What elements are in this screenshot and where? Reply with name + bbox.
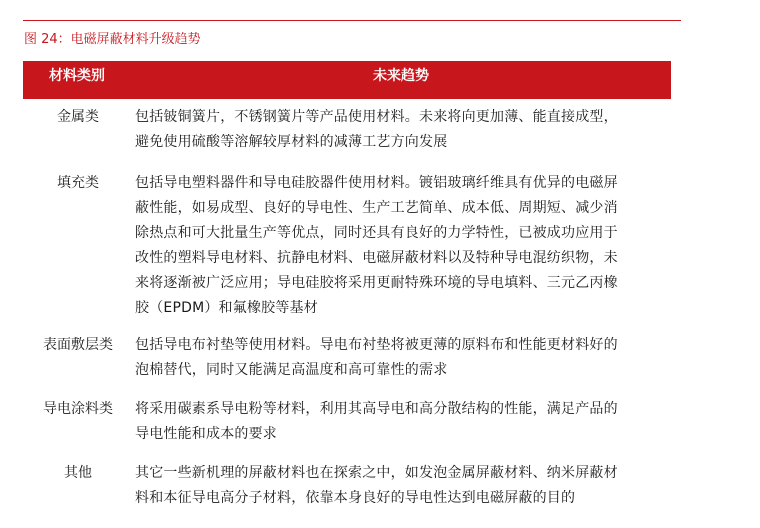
trend-line: 包括导电塑料器件和导电硅胶器件使用材料。镀铝玻璃纤维具有优异的电磁屏 — [135, 175, 618, 191]
header-trend: 未来趋势 — [373, 68, 429, 84]
trend-cell — [133, 171, 671, 321]
trend-table — [23, 61, 671, 511]
trend-line: 导电性能和成本的要求 — [135, 426, 277, 442]
trend-cell — [133, 461, 671, 511]
trend-line: 改性的塑料导电材料、抗静电材料、电磁屏蔽材料以及特种导电混纺织物，未 — [135, 250, 618, 266]
trend-line: 包括导电布衬垫等使用材料。导电布衬垫将被更薄的原料布和性能更材料好的 — [135, 337, 618, 353]
table-row-paint — [23, 397, 671, 447]
trend-line: 除热点和可大批量生产等优点，同时还具有良好的力学特性，已被成功应用于 — [135, 225, 618, 241]
trend-line: 胶（EPDM）和氟橡胶等基材 — [135, 300, 318, 316]
table-row-coating — [23, 333, 671, 383]
table-row-metal — [23, 105, 671, 155]
category-cell: 金属类 — [57, 109, 99, 125]
table-row-other — [23, 461, 671, 511]
trend-line: 其它一些新机理的屏蔽材料也在探索之中，如发泡金属屏蔽材料、纳米屏蔽材 — [135, 465, 618, 481]
trend-line: 包括铍铜簧片，不锈钢簧片等产品使用材料。未来将向更加薄、能直接成型， — [135, 109, 618, 125]
trend-line: 来将逐渐被广泛应用；导电硅胶将采用更耐特殊环境的导电填料、三元乙丙橡 — [135, 275, 618, 291]
top-rule — [23, 20, 681, 21]
trend-line: 泡棉替代，同时又能满足高温度和高可靠性的需求 — [135, 362, 448, 378]
trend-line: 料和本征导电高分子材料，依靠本身良好的导电性达到电磁屏蔽的目的 — [135, 490, 576, 506]
trend-cell — [133, 105, 671, 155]
category-cell: 填充类 — [57, 175, 99, 191]
table-header — [23, 61, 671, 99]
category-cell: 表面敷层类 — [43, 337, 113, 353]
trend-line: 将采用碳素系导电粉等材料，利用其高导电和高分散结构的性能，满足产品的 — [135, 401, 618, 417]
category-cell: 导电涂料类 — [43, 401, 113, 417]
trend-cell — [133, 397, 671, 447]
figure-title: 图 24：电磁屏蔽材料升级趋势 — [24, 32, 201, 47]
header-category: 材料类别 — [49, 68, 105, 84]
trend-line: 避免使用硫酸等溶解较厚材料的减薄工艺方向发展 — [135, 134, 448, 150]
trend-line: 蔽性能，如易成型、良好的导电性、生产工艺简单、成本低、周期短、减少消 — [135, 200, 618, 216]
trend-cell — [133, 333, 671, 383]
table-row-filler — [23, 171, 671, 321]
category-cell: 其他 — [64, 465, 92, 481]
